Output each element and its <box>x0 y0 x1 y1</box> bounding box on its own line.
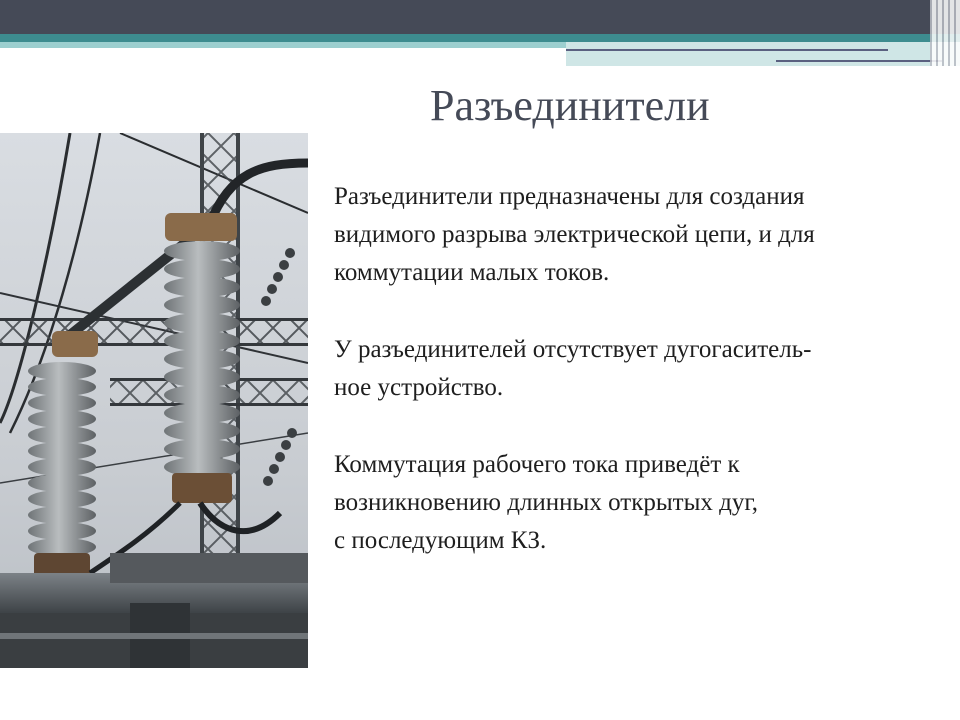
slide-title: Разъединители <box>430 81 710 130</box>
slide-body <box>334 178 954 599</box>
header-accent-light <box>0 42 566 48</box>
header-accent-band <box>0 34 960 42</box>
header-decor-line <box>566 49 888 51</box>
disconnector-photo <box>0 133 308 668</box>
body-paragraph-load-switching: Коммутация рабочего тока приведёт к возникновению длинных открытых дуг, с последующим КЗ. <box>334 451 759 554</box>
header-decor-box <box>566 42 960 66</box>
body-paragraph-purpose: Разъединители предназначены для создания видимого разрыва электрической цепи, и для коммутации малых токов. <box>334 183 815 286</box>
header-decor-line-2 <box>776 60 942 62</box>
header-edge-stripes <box>930 0 960 66</box>
body-paragraph-no-arc-chute: У разъединителей отсутствует дугогаситель- ное устройство. <box>334 336 812 401</box>
header-bar <box>0 0 960 34</box>
